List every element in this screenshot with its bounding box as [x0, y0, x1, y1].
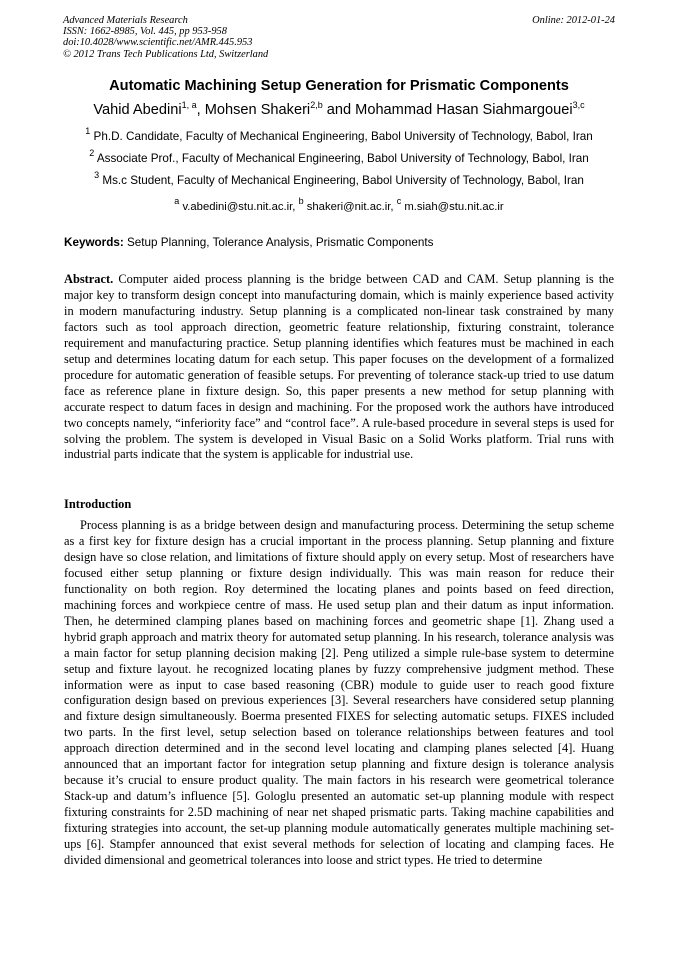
- email-sup: b: [298, 196, 304, 206]
- email-address: m.siah@stu.nit.ac.ir: [404, 201, 504, 213]
- affiliation: [0, 126, 678, 143]
- paper-title: Automatic Machining Setup Generation for Prismatic Components: [109, 78, 569, 94]
- author-sup: 2,b: [310, 100, 323, 110]
- affiliation-text: Ms.c Student, Faculty of Mechanical Engineering, Babol University of Technology, Babol, Iran: [102, 174, 584, 187]
- issn-line: ISSN: 1662-8985, Vol. 445, pp 953-958: [63, 26, 227, 38]
- keywords-text: Setup Planning, Tolerance Analysis, Prismatic Components: [127, 236, 434, 249]
- author-separator: ,: [196, 102, 205, 118]
- affiliation-text: Associate Prof., Faculty of Mechanical Engineering, Babol University of Technology, Babol, Iran: [96, 152, 589, 165]
- email-line: [0, 196, 678, 213]
- keywords-label: Keywords:: [64, 236, 124, 249]
- author-sup: 3,c: [572, 100, 585, 110]
- journal-metadata: [63, 15, 268, 60]
- affiliation-number: 1: [85, 126, 91, 136]
- author-list: [0, 102, 678, 118]
- author-name: Mohammad Hasan Siahmargouei: [355, 102, 573, 118]
- email-sup: c: [396, 196, 402, 206]
- abstract-paragraph: [64, 272, 614, 463]
- author-separator: and: [322, 102, 356, 118]
- doi-line: doi:10.4028/www.scientific.net/AMR.445.953: [63, 37, 253, 49]
- copyright-line: © 2012 Trans Tech Publications Ltd, Switzerland: [63, 48, 269, 60]
- email-sup: a: [174, 196, 180, 206]
- online-date: Online: 2012-01-24: [532, 15, 615, 26]
- email-address: shakeri@nit.ac.ir,: [306, 201, 394, 213]
- affiliation-text: Ph.D. Candidate, Faculty of Mechanical Engineering, Babol University of Technology, Babol, Iran: [93, 130, 593, 143]
- keywords-line: [64, 236, 433, 249]
- affiliation-number: 2: [89, 148, 95, 158]
- author-name: Vahid Abedini: [93, 102, 182, 118]
- affiliation: [0, 170, 678, 187]
- email-address: v.abedini@stu.nit.ac.ir,: [182, 201, 296, 213]
- abstract-label: Abstract.: [64, 272, 114, 286]
- introduction-paragraph: Process planning is as a bridge between design and manufacturing process. Determining the setup scheme as a first key for fixture design has a crucial important in the process planning. Setup planning and fixture design have so close relation, and limitations of fixture should apply on every setup. Most of researchers have focused either setup planning or fixture design individually. This was main reason for reduce their functionality on both region. Roy determined the locating planes and points based on feed direction, machining forces and workpiece centre of mass. He used setup plan and their datum as input information. Then, he determined clamping planes based on machining forces and geometric shape [1]. Zhang used a hybrid graph approach and matrix theory for automated setup planning. In his research, tolerance analysis was a main factor for setup planning decision making [2]. Peng utilized a simple rule-base system to determine setup and fixture layout. he recognized locating planes by fuzzy comprehensive judgment method. These information were as input to case based reasoning (CBR) module to guide user to reach good fixture configuration design based on previous experiences [3]. Several researchers have considered setup planning and fixture design simultaneously. Boerma presented FIXES for selecting automatic setups. FIXES included two parts. In the first level, setup selection based on tolerance relationships between features and tool approach direction determined and in the second level locating and clamping planes selected [4]. Huang announced that an important factor for integration setup planning and fixture design is tolerance analysis because it’s crucial to ensure product quality. The main factors in his research were geometrical tolerance Stack-up and datum’s influence [5]. Gologlu presented an automatic set-up planning module with respect fixturing constraints for 2.5D machining of near net shaped prismatic parts. Taking machine capabilities and fixturing strategies into account, the set-up planning module automatically generates multiple machining set-ups [6]. Stampfer announced that exist several methods for selection of locating and clamping faces. He divided dimensional and geometrical tolerances into loose and strict types. He tried to determine: [64, 518, 614, 868]
- affiliation: [0, 148, 678, 165]
- introduction-heading: Introduction: [64, 497, 132, 511]
- affiliation-number: 3: [94, 170, 100, 180]
- journal-name: Advanced Materials Research: [63, 15, 188, 26]
- abstract-text: Computer aided process planning is the bridge between CAD and CAM. Setup planning is the major key to transform design concept into manufacturing domain, which is mainly experience based activity in modern manufacturing industry. Setup planning is a complicated non-linear task constrained by many factors such as tool approach direction, geometric feature relationship, fixturing constraint, tolerance requirement and manufacturing practice. Setup planning identifies which features must be machined in each setup and determines locating datum for each setup. This paper focuses on the development of a formalized procedure for automatic generation of feasible setups. For preventing of tolerance stack-up tried to use datum face as reference plane in fixture design. So, this paper presents a new method for setup planning with accurate respect to datum faces in design and machining. For the proposed work the authors have introduced two concepts namely, “inferiority face” and “control face”. A rule-based procedure in several steps is used for solving the problem. The system is developed in Visual Basic on a Solid Works platform. Trial runs with industrial parts indicate that the system is applicable for industrial use.: [64, 272, 614, 462]
- author-sup: 1, a: [181, 100, 197, 110]
- author-name: Mohsen Shakeri: [204, 102, 311, 118]
